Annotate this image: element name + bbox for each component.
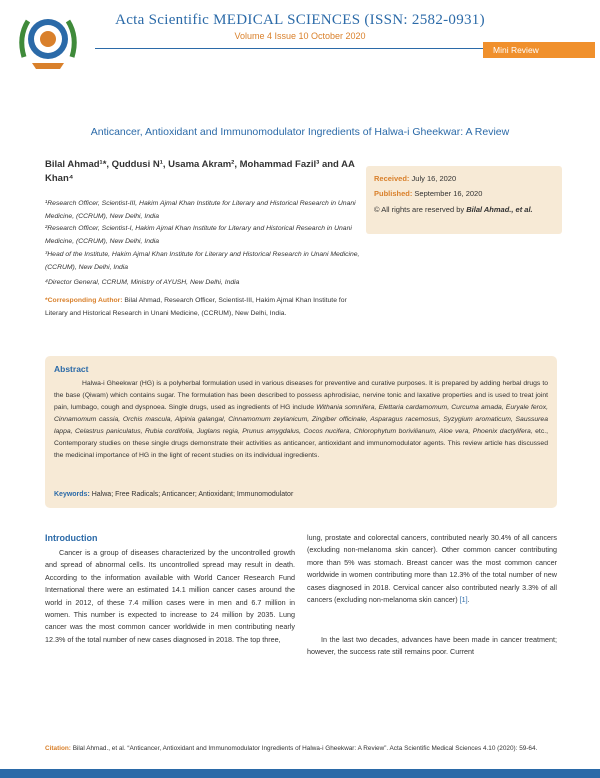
journal-title: Acta Scientific MEDICAL SCIENCES (ISSN: 2582-0931)	[115, 12, 485, 28]
intro-col2-end: .	[467, 595, 470, 605]
intro-column-2	[307, 532, 557, 606]
intro-column-1: Cancer is a group of diseases characterized by the uncontrolled growth and spread of abnormal cells. Its uncontrolled spread may result in death. According to the information available with World Cancer Research Fund International there were an estimated 14.1 million cancer cases around the world in 2012, of these 7.4 million cases were in men and 6.7 million in women. This number is expected to increase to 24 million by 2035. Lung cancer was the most common cancer worldwide in men contributing nearly 12.3% of the total number of new cases diagnosed in 2018. The top three,	[45, 548, 295, 644]
citation-label: Citation:	[45, 745, 71, 752]
citation-text: Bilal Ahmad., et al. “Anticancer, Antioxidant and Immunomodulator Ingredients of Halwa-i Gheekwar: A Review”. Acta Scientific Medical Sciences 4.10 (2020): 59-64.	[70, 745, 538, 752]
intro-col2-text: lung, prostate and colorectal cancers, contributed nearly 30.4% of all cancers (excluding non-melanoma skin cancer). Other common cancer contributing more than 5% was stomach. Breast cancer was the most common cancer worldwide in women contributing more than 12.3% of the total number of new cases diagnosed in 2018. Cervical cancer also contributed nearly 3.3% of all cancers (excluding non-melanoma skin cancer)	[307, 533, 557, 605]
article-info-box	[366, 166, 562, 234]
rights-row	[374, 204, 554, 216]
affiliation-1: ¹Research Officer, Scientist-III, Hakim Ajmal Khan Institute for Literary and Historical Research in Unani Medicine, (CCRUM), New Delhi, India	[45, 200, 356, 220]
abstract-text-2: , etc., Contemporary studies on these single drugs demonstrate their activities as anticancer, antioxidant and immunomodulator agents. This review article has discussed the medicinal importance of HG in the light of recent studies on its individual ingredients.	[54, 428, 548, 459]
rights-text: © All rights are reserved by	[374, 205, 467, 214]
corresponding-text: Bilal Ahmad, Research Officer, Scientist-III, Hakim Ajmal Khan Institute for Literary and Historical Research in Unani Medicine, (CCRUM), New Delhi, India.	[45, 297, 347, 317]
authors: Bilal Ahmad¹*, Quddusi N¹, Usama Akram², Mohammad Fazil³ and AA Khan⁴	[45, 159, 355, 184]
abstract-text-1: Halwa-i Gheekwar (HG) is a polyherbal formulation used in various diseases for preventive and curative purposes. It is prepared by adding herbal drugs to the base (Qiwam) which contains sugar. The formulation has been described to possess aphrodisiac, nervine tonic and laxative properties and is used to treat joint pain, lumbago, cough and dyspnoea. Single drugs, used as ingredients of HG include	[54, 380, 548, 411]
keywords	[54, 491, 293, 498]
affiliation-4: ⁴Director General, CCRUM, Ministry of AYUSH, New Delhi, India	[45, 279, 240, 286]
received-row	[374, 174, 456, 183]
article-type-badge: Mini Review	[483, 42, 595, 58]
issue-info: Volume 4 Issue 10 October 2020	[234, 31, 366, 41]
published-row	[374, 189, 482, 198]
published-date: September 16, 2020	[412, 189, 483, 198]
abstract-box	[45, 356, 557, 508]
citation-footer	[45, 744, 565, 754]
received-label: Received:	[374, 174, 410, 183]
intro-column-2-paragraph-2: In the last two decades, advances have been made in cancer treatment; however, the success rate still remains poor. Current	[307, 635, 557, 657]
section-heading-introduction: Introduction	[45, 533, 98, 543]
rights-holder: Bilal Ahmad., et al.	[466, 205, 533, 214]
published-label: Published:	[374, 189, 413, 198]
received-date: July 16, 2020	[409, 174, 457, 183]
corresponding-label: *Corresponding Author:	[45, 297, 123, 304]
abstract-drug-list: Withania somnifera, Elettaria cardamomum, Curcuma amada, Euryale ferox, Cinnamomum cassia, Orchis mascula, Alpinia galangal, Cinnamomum zeylanicum, Zingiber officinale, Asparagus racemosus, Syzygium aromaticum, Saussurea lappa, Celastrus paniculatus, Rubia cordifolia, Juglans regia, Prunus amygdalus, Cocos nucifera, Chlorophytum borivilianum, Aloe vera, Phoenix dactylifera	[54, 404, 548, 435]
reference-link[interactable]: [1]	[459, 595, 468, 605]
affiliation-3: ³Head of the Institute, Hakim Ajmal Khan Institute for Literary and Historical Research in Unani Medicine, (CCRUM), New Delhi, India	[45, 251, 360, 271]
affiliation-2: ²Research Officer, Scientist-I, Hakim Ajmal Khan Institute for Literary and Historical Research in Unani Medicine, (CCRUM), New Delhi, India	[45, 225, 352, 245]
paper-title: Anticancer, Antioxidant and Immunomodulator Ingredients of Halwa-i Gheekwar: A Review	[90, 126, 510, 138]
footer-bar	[0, 769, 600, 778]
abstract-title: Abstract	[54, 364, 89, 374]
keywords-text: Halwa; Free Radicals; Anticancer; Antioxidant; Immunomodulator	[89, 491, 294, 498]
corresponding-author	[45, 294, 365, 320]
abstract-body	[54, 378, 548, 462]
keywords-label: Keywords:	[54, 491, 90, 498]
